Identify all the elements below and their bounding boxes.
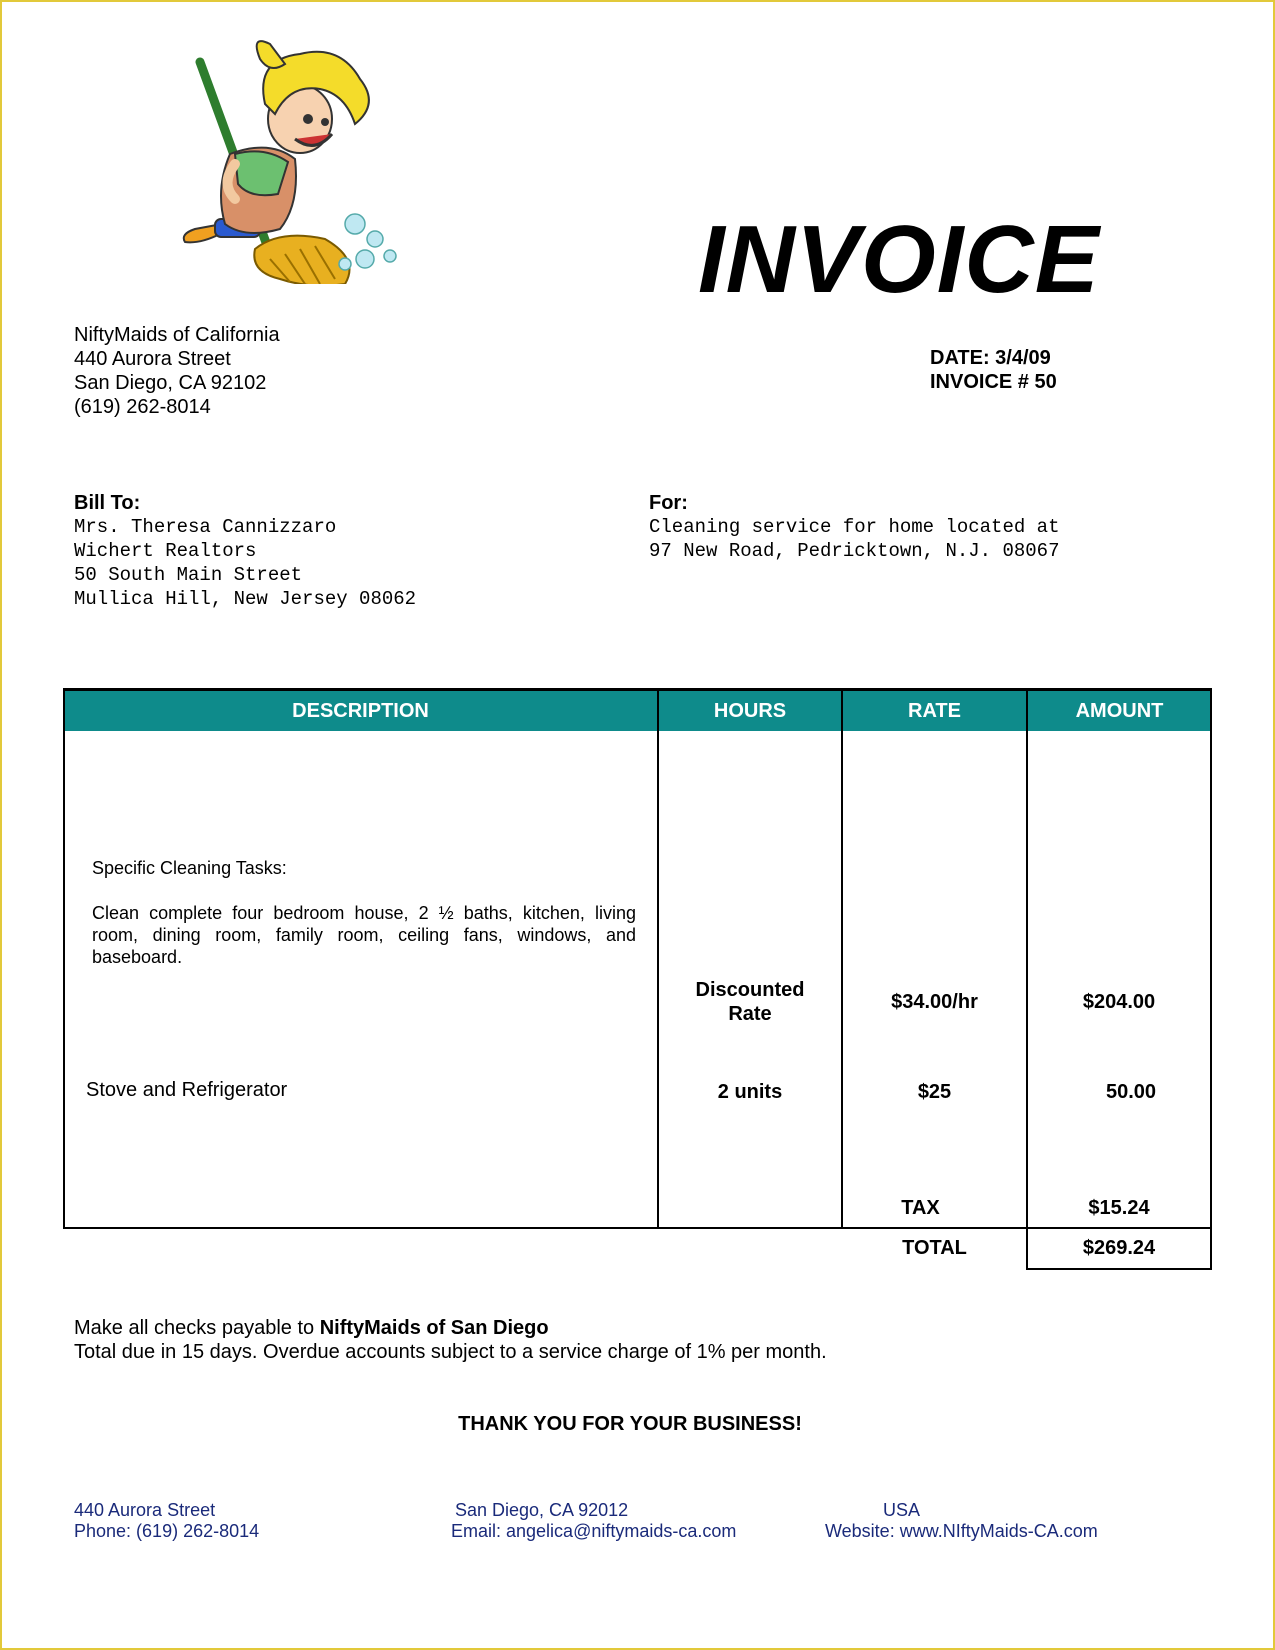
row1-rate: $34.00/hr [891,991,978,1013]
maid-mascot-logo [160,34,430,284]
footer-website: Website: www.NIftyMaids-CA.com [825,1521,1098,1541]
row1-amount: $204.00 [1082,991,1156,1013]
total-value: $269.24 [1082,1237,1156,1259]
invoice-number: INVOICE # 50 [930,371,1057,393]
table-border-left [63,688,65,1228]
bill-to-block [74,491,416,611]
row2-hours: 2 units [717,1081,783,1103]
row1-hours-line: Discounted [695,979,805,1001]
for-label: For: [649,492,688,514]
for-line: Cleaning service for home located at [649,516,1060,538]
table-bottom-border [63,1227,1212,1229]
table-header [63,688,1212,731]
column-header-rate: RATE [908,700,961,722]
footer-right [825,1500,1098,1542]
bill-to-line: Mrs. Theresa Cannizzaro [74,516,337,538]
footer-phone: Phone: (619) 262-8014 [74,1521,260,1541]
for-line: 97 New Road, Pedricktown, N.J. 08067 [649,540,1060,562]
column-divider [841,688,843,1228]
column-header-hours: HOURS [713,700,787,722]
table-border-right [1210,688,1212,1270]
total-label: TOTAL [902,1237,967,1259]
row2-rate: $25 [917,1081,952,1103]
company-address [74,323,280,419]
thank-you-message: THANK YOU FOR YOUR BUSINESS! [458,1413,802,1435]
tax-label: TAX [901,1197,940,1219]
invoice-meta [930,346,1057,394]
payee-name: NiftyMaids of San Diego [319,1317,549,1339]
tax-value: $15.24 [1088,1197,1150,1219]
bill-to-line: Wichert Realtors [74,540,257,562]
payment-terms [74,1316,827,1364]
total-box-bottom [1026,1268,1212,1270]
row2-amount: 50.00 [1105,1081,1157,1103]
column-header-description: DESCRIPTION [292,700,429,722]
column-divider [657,688,659,1228]
company-name: NiftyMaids of California [74,324,280,346]
payable-line [74,1316,827,1340]
invoice-date: DATE: 3/4/09 [930,347,1051,369]
footer-street: 440 Aurora Street [74,1500,216,1520]
bill-to-label: Bill To: [74,492,141,514]
bill-to-line: Mullica Hill, New Jersey 08062 [74,588,417,610]
row1-hours-line: Rate [728,1003,772,1025]
payable-prefix: Make all checks payable to [74,1317,320,1339]
bill-to-line: 50 South Main Street [74,564,303,586]
row2-description: Stove and Refrigerator [86,1079,288,1101]
company-city: San Diego, CA 92102 [74,372,267,394]
footer-email: Email: angelica@niftymaids-ca.com [451,1521,737,1541]
column-divider [1026,688,1028,1270]
for-block [649,491,1059,563]
description-text: Clean complete four bedroom house, 2 ½ baths, kitchen, living room, dining room, family room, ceiling fans, windows, and baseboard. [92,903,636,967]
description-label: Specific Cleaning Tasks: [92,858,287,878]
company-phone: (619) 262-8014 [74,396,211,418]
footer-center [451,1500,736,1542]
invoice-title: INVOICE [698,206,1100,313]
column-header-amount: AMOUNT [1075,700,1164,722]
footer-city: San Diego, CA 92012 [455,1500,629,1520]
terms-line: Total due in 15 days. Overdue accounts subject to a service charge of 1% per month. [74,1341,827,1363]
company-street: 440 Aurora Street [74,348,231,370]
row1-hours [659,978,841,1026]
footer-left [74,1500,259,1542]
footer-country: USA [883,1500,921,1520]
